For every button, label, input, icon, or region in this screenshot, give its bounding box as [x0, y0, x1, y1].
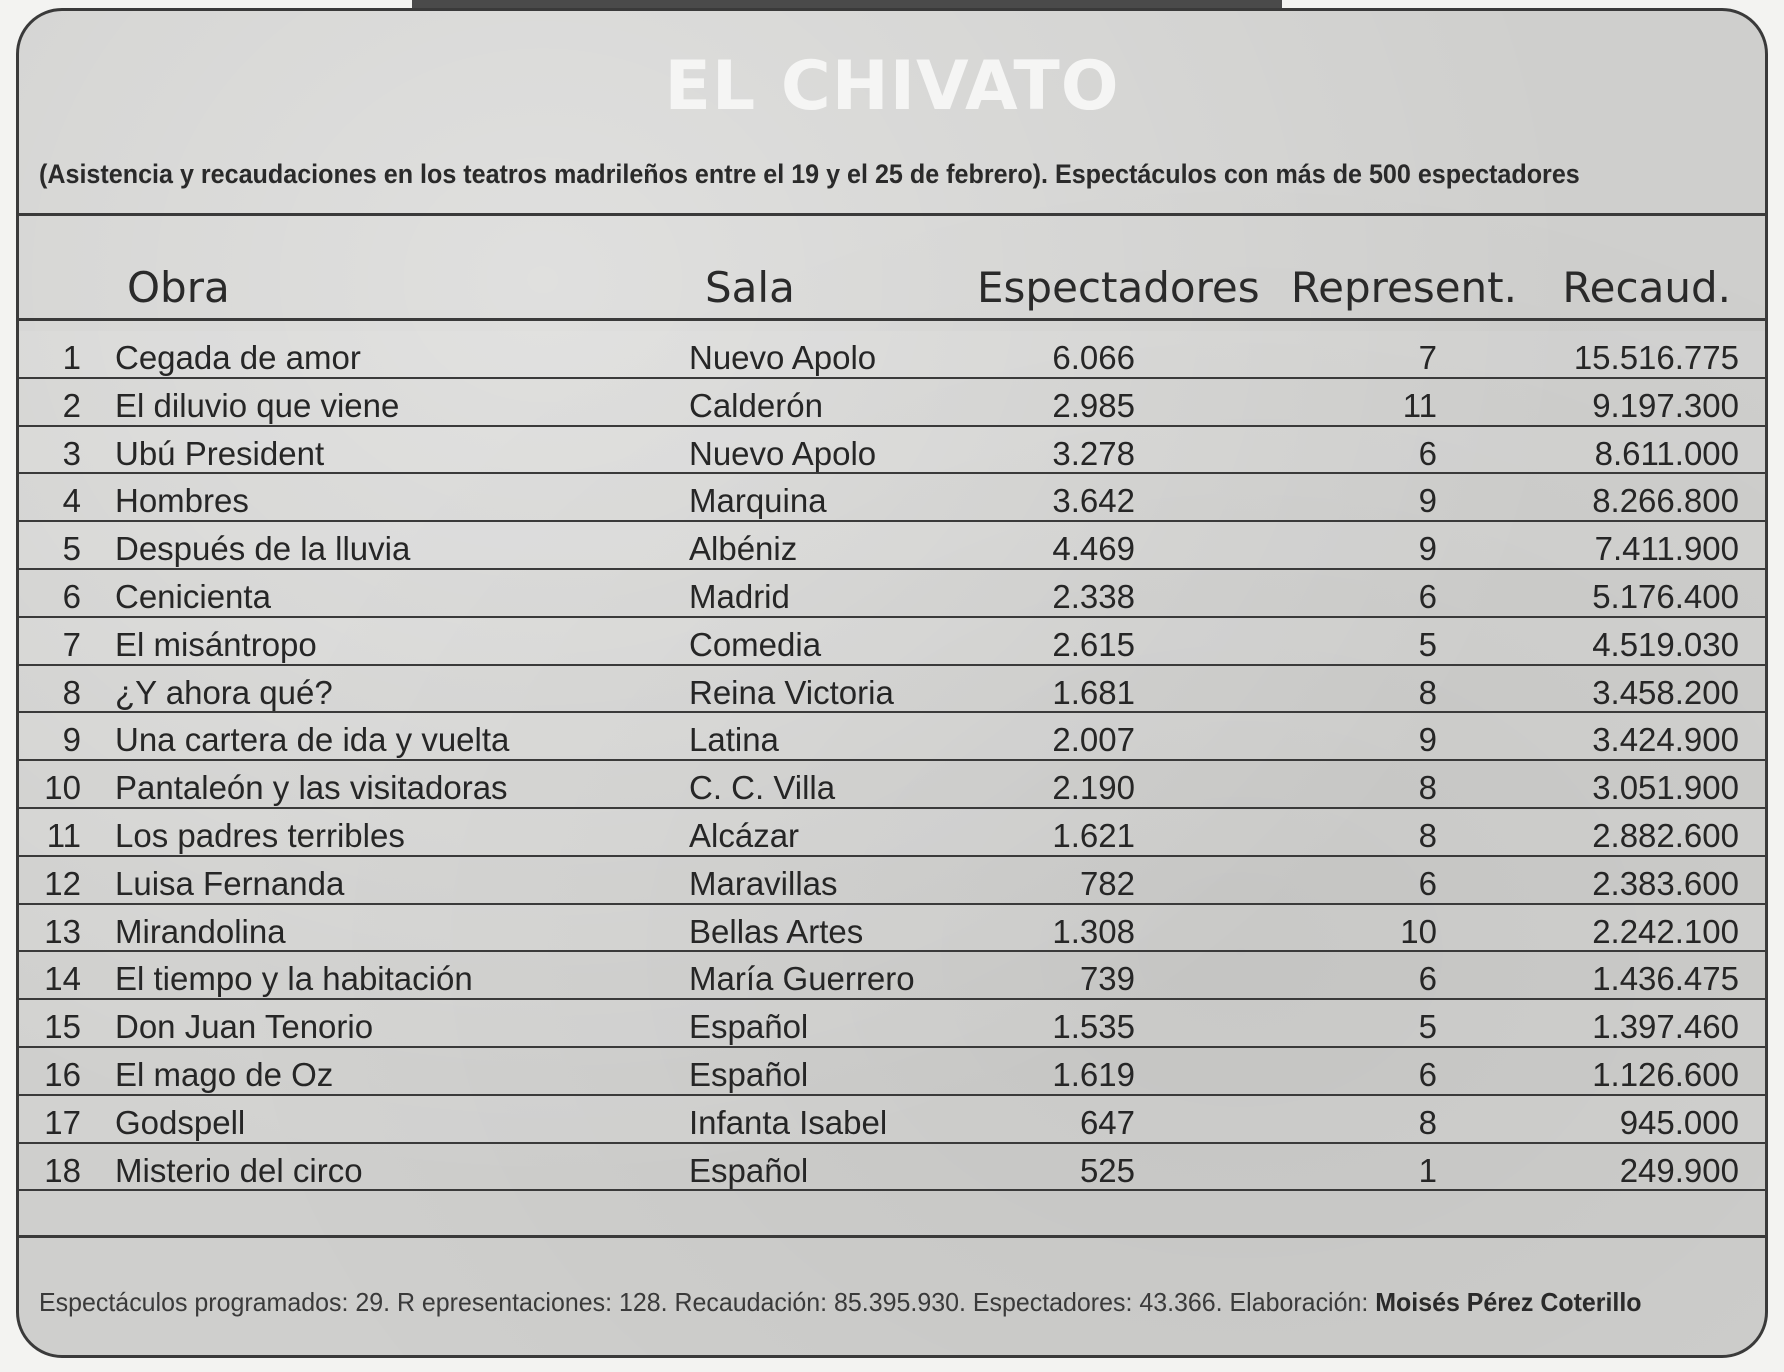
header-represent: Represent. — [1290, 263, 1517, 312]
row-sala: Reina Victoria — [689, 673, 894, 711]
row-represent: 9 — [1418, 721, 1437, 759]
row-represent: 6 — [1418, 434, 1437, 472]
row-rank: 15 — [44, 1008, 81, 1046]
row-rank: 8 — [62, 673, 81, 711]
page-title: EL CHIVATO — [664, 47, 1120, 126]
table-row — [19, 379, 1765, 427]
row-rank: 3 — [62, 434, 81, 472]
row-obra: Los padres terribles — [115, 816, 405, 854]
row-rank: 16 — [44, 1055, 81, 1093]
row-sala: Marquina — [689, 482, 827, 520]
row-sala: Maravillas — [689, 864, 838, 902]
row-obra: El tiempo y la habitación — [115, 960, 473, 998]
table-row — [19, 761, 1765, 809]
row-sala: Latina — [689, 721, 779, 759]
row-represent: 8 — [1418, 769, 1437, 807]
row-rank: 7 — [62, 625, 81, 663]
row-represent: 8 — [1418, 1103, 1437, 1141]
row-represent: 5 — [1418, 1008, 1437, 1046]
row-rank: 18 — [44, 1151, 81, 1189]
row-espectadores: 3.642 — [1052, 482, 1135, 520]
row-rank: 1 — [62, 339, 81, 376]
subtitle: (Asistencia y recaudaciones en los teatros madrileños entre el 19 y el 25 de febrero). Espectáculos con más de 500 espectadores — [39, 159, 1580, 189]
footer-summary — [39, 1287, 1683, 1318]
row-represent: 6 — [1418, 577, 1437, 615]
row-represent: 10 — [1400, 912, 1437, 950]
divider-bottom — [19, 1235, 1765, 1238]
table-row — [19, 1000, 1765, 1048]
row-rank: 5 — [62, 530, 81, 568]
row-obra: El diluvio que viene — [115, 386, 400, 424]
row-obra: Hombres — [115, 482, 249, 520]
row-espectadores: 2.338 — [1052, 577, 1135, 615]
row-recaud: 3.424.900 — [1592, 721, 1739, 759]
header-sala: Sala — [705, 263, 795, 312]
row-espectadores: 2.615 — [1052, 625, 1135, 663]
row-rank: 17 — [44, 1103, 81, 1141]
row-recaud: 1.126.600 — [1592, 1055, 1739, 1093]
row-represent: 6 — [1418, 960, 1437, 998]
row-espectadores: 3.278 — [1052, 434, 1135, 472]
row-recaud: 4.519.030 — [1592, 625, 1739, 663]
row-recaud: 249.900 — [1619, 1151, 1739, 1189]
row-recaud: 2.383.600 — [1592, 864, 1739, 902]
row-recaud: 8.611.000 — [1594, 434, 1739, 472]
row-sala: Nuevo Apolo — [689, 434, 877, 472]
row-espectadores: 1.681 — [1052, 673, 1135, 711]
table-row — [19, 570, 1765, 618]
row-represent: 11 — [1402, 386, 1437, 424]
divider-top — [19, 213, 1765, 216]
footer-stats: Espectáculos programados: 29. R epresentaciones: 128. Recaudación: 85.395.930. Espectadores: 43.366. Elaboración: — [39, 1287, 1376, 1317]
row-obra: Una cartera de ida y vuelta — [115, 721, 510, 759]
row-espectadores: 2.190 — [1052, 769, 1135, 807]
table-row — [19, 1096, 1765, 1144]
table-row — [19, 713, 1765, 761]
table-row — [19, 1048, 1765, 1096]
row-obra: Cegada de amor — [115, 339, 361, 376]
table-row — [19, 427, 1765, 475]
row-rank: 13 — [44, 912, 81, 950]
row-rank: 9 — [62, 721, 81, 759]
row-espectadores: 739 — [1079, 960, 1135, 998]
row-recaud: 9.197.300 — [1592, 386, 1739, 424]
table-row — [19, 857, 1765, 905]
row-obra: ¿Y ahora qué? — [115, 673, 333, 711]
table-row — [19, 474, 1765, 522]
row-espectadores: 1.535 — [1052, 1008, 1135, 1046]
row-espectadores: 1.621 — [1052, 816, 1135, 854]
row-obra: El mago de Oz — [115, 1055, 334, 1093]
row-sala: Español — [689, 1151, 809, 1189]
row-rank: 4 — [62, 482, 81, 520]
table-row — [19, 666, 1765, 714]
row-espectadores: 2.985 — [1052, 386, 1135, 424]
row-espectadores: 647 — [1079, 1103, 1135, 1141]
row-sala: Madrid — [689, 577, 790, 615]
table-row — [19, 522, 1765, 570]
row-recaud: 1.397.460 — [1592, 1008, 1739, 1046]
row-obra: Ubú President — [115, 434, 325, 472]
row-sala: Infanta Isabel — [689, 1103, 888, 1141]
row-sala: Albéniz — [689, 530, 798, 568]
row-rank: 10 — [44, 769, 81, 807]
table-row — [19, 952, 1765, 1000]
table-row — [19, 905, 1765, 953]
row-espectadores: 1.308 — [1052, 912, 1135, 950]
row-rank: 11 — [46, 816, 81, 854]
row-represent: 9 — [1418, 482, 1437, 520]
row-recaud: 15.516.775 — [1573, 339, 1739, 376]
row-espectadores: 782 — [1079, 864, 1135, 902]
row-rank: 6 — [62, 577, 81, 615]
row-represent: 7 — [1418, 339, 1437, 376]
row-represent: 8 — [1418, 816, 1437, 854]
row-recaud: 3.051.900 — [1592, 769, 1739, 807]
row-represent: 1 — [1418, 1151, 1437, 1189]
chivato-panel — [16, 8, 1768, 1358]
row-sala: C. C. Villa — [689, 769, 836, 807]
row-espectadores: 6.066 — [1052, 339, 1135, 376]
ranking-table — [19, 331, 1765, 1191]
row-espectadores: 2.007 — [1052, 721, 1135, 759]
row-rank: 2 — [62, 386, 81, 424]
row-obra: Don Juan Tenorio — [115, 1008, 374, 1046]
row-recaud: 3.458.200 — [1592, 673, 1739, 711]
row-obra: Pantaleón y las visitadoras — [115, 769, 508, 807]
row-recaud: 2.882.600 — [1592, 816, 1739, 854]
row-espectadores: 4.469 — [1052, 530, 1135, 568]
row-sala: Calderón — [689, 386, 823, 424]
row-represent: 6 — [1418, 864, 1437, 902]
row-recaud: 5.176.400 — [1592, 577, 1739, 615]
row-sala: Comedia — [689, 625, 822, 663]
table-row — [19, 809, 1765, 857]
row-represent: 9 — [1418, 530, 1437, 568]
row-represent: 8 — [1418, 673, 1437, 711]
row-sala: María Guerrero — [689, 960, 915, 998]
row-recaud: 7.411.900 — [1594, 530, 1739, 568]
row-obra: Luisa Fernanda — [115, 864, 345, 902]
row-sala: Alcázar — [689, 816, 800, 854]
header-obra: Obra — [127, 263, 230, 312]
row-obra: Misterio del circo — [115, 1151, 363, 1189]
row-obra: Después de la lluvia — [115, 530, 411, 568]
row-rank: 14 — [44, 960, 81, 998]
row-rank: 12 — [44, 864, 81, 902]
row-recaud: 8.266.800 — [1592, 482, 1739, 520]
row-espectadores: 525 — [1079, 1151, 1135, 1189]
row-recaud: 2.242.100 — [1592, 912, 1739, 950]
table-row — [19, 618, 1765, 666]
row-obra: Godspell — [115, 1103, 246, 1141]
row-sala: Bellas Artes — [689, 912, 864, 950]
row-sala: Español — [689, 1008, 809, 1046]
table-row — [19, 1144, 1765, 1192]
footer-author: Moisés Pérez Coterillo — [1375, 1287, 1642, 1317]
row-obra: El misántropo — [115, 625, 317, 663]
row-sala: Español — [689, 1055, 809, 1093]
row-obra: Cenicienta — [115, 577, 271, 615]
header-recaud: Recaud. — [1562, 263, 1731, 312]
row-sala: Nuevo Apolo — [689, 339, 877, 376]
row-represent: 5 — [1418, 625, 1437, 663]
row-represent: 6 — [1418, 1055, 1437, 1093]
header-espectadores: Espectadores — [977, 263, 1260, 312]
row-recaud: 1.436.475 — [1592, 960, 1739, 998]
row-obra: Mirandolina — [115, 912, 286, 950]
table-row — [19, 331, 1765, 379]
row-espectadores: 1.619 — [1052, 1055, 1135, 1093]
divider-header — [19, 318, 1765, 321]
row-recaud: 945.000 — [1619, 1103, 1739, 1141]
